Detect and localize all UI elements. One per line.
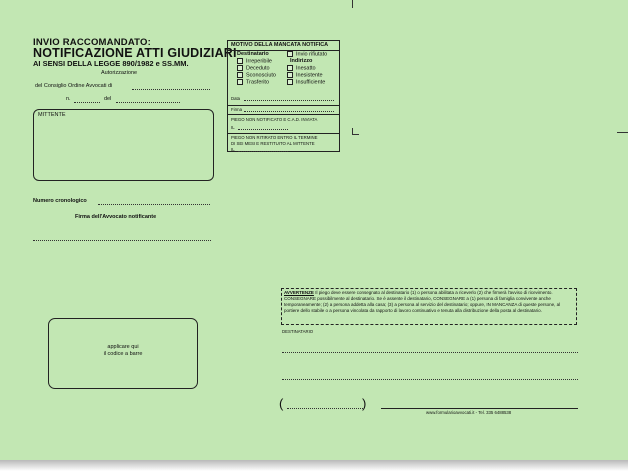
il-row-2	[228, 146, 339, 155]
barcode-text-2: il codice a barre	[103, 351, 143, 357]
il-field-2[interactable]	[238, 151, 288, 152]
header-line-3: AI SENSI DELLA LEGGE 890/1982 e SS.MM.	[33, 59, 189, 68]
checkbox-label: Sconosciuto	[246, 72, 276, 79]
firma-field[interactable]	[244, 111, 334, 112]
checkbox-icon	[287, 51, 293, 57]
data-row	[228, 95, 339, 105]
cap-open-paren: (	[279, 396, 284, 411]
checkbox-label: Trasferito	[246, 79, 270, 86]
consiglio-label: del Consiglio Ordine Avvocati di	[35, 83, 113, 89]
checkbox-insufficiente[interactable]	[287, 79, 325, 86]
del-label: del	[104, 96, 112, 102]
data-label: Data	[231, 96, 241, 101]
destinatario-col-label: Destinatario	[237, 51, 269, 57]
cut-mark	[352, 0, 353, 8]
numero-cronologico-label: Numero cronologico	[33, 198, 87, 204]
motivo-title: MOTIVO DELLA MANCATA NOTIFICA	[228, 41, 339, 51]
mittente-box[interactable]	[33, 109, 214, 181]
n-field[interactable]	[74, 102, 100, 103]
firma-avvocato-label: Firma dell'Avvocato notificante	[75, 214, 157, 220]
mittente-label: MITTENTE	[38, 112, 66, 118]
checkbox-icon	[237, 65, 243, 71]
motivo-box	[227, 40, 340, 152]
checkbox-label: Irreperibile	[246, 58, 272, 65]
header-line-1: INVIO RACCOMANDATO:	[33, 37, 151, 48]
page-shadow	[0, 460, 628, 471]
destinatario-line-1[interactable]	[282, 352, 578, 353]
checkbox-icon	[237, 58, 243, 64]
checkbox-label: Inesatto	[296, 65, 316, 72]
checkbox-label: Deceduto	[246, 65, 270, 72]
avvertenze-title: AVVERTENZE	[284, 290, 314, 295]
checkbox-icon	[287, 72, 293, 78]
il-label: IL	[231, 147, 235, 152]
n-label: n.	[66, 96, 71, 102]
avvertenze-box	[281, 288, 577, 325]
data-field[interactable]	[244, 100, 334, 101]
checkbox-label: Inesistente	[296, 72, 323, 79]
firma-row	[228, 106, 339, 114]
header-title: NOTIFICAZIONE ATTI GIUDIZIARI	[33, 46, 237, 60]
il-field-1[interactable]	[238, 129, 288, 130]
destinatario-line-2[interactable]	[282, 379, 578, 380]
checkbox-label: Invio rifiutato	[296, 51, 328, 58]
piego-non-ritirato-label-1: PIEGO NON RITIRATO ENTRO IL TERMINE	[231, 135, 318, 140]
cap-close-paren: )	[362, 396, 367, 411]
checkbox-trasferito[interactable]	[237, 79, 269, 86]
il-label: IL	[231, 125, 235, 130]
address-underline	[381, 408, 578, 409]
checkbox-icon	[237, 72, 243, 78]
destinatario-label: DESTINATARIO	[282, 329, 314, 334]
barcode-text-1: applicare qui	[107, 344, 139, 350]
firma-avvocato-field[interactable]	[33, 240, 211, 241]
piego-non-ritirato-label-2: DI SEI MESI E RESTITUITO AL MITTENTE	[231, 140, 315, 146]
autorizzazione-title: Autorizzazione	[101, 70, 138, 76]
il-row-1	[228, 124, 339, 133]
piego-non-notificato-label: PIEGO NON NOTIFICATO E C.A.D. INVIATA	[231, 117, 318, 122]
avvertenze-text: Il piego deve essere consegnato al destinatario (1) o persona abilitata a riceverlo (2) che firmerà l'avviso di ricevimento. CONSEGNARE possibilmente al destinatario. Se è assente il destinatario, CONSEGNARE a (1) persona di famiglia convivente anche temporaneamente; (2) a persona addetta alla casa; (3) a persona al servizio del destinatario; oppure, IN MANCANZA di queste persone, al portiere dello stabile o a persona vincolata da rapporto di lavoro continuativo e tenuta alla distribuzione della posta al destinatario.	[284, 290, 561, 313]
checkbox-label: Insufficiente	[296, 79, 326, 86]
consiglio-field[interactable]	[132, 89, 210, 90]
cut-mark	[617, 132, 628, 133]
provincia-field[interactable]	[287, 408, 363, 409]
indirizzo-col-label: Indirizzo	[290, 58, 313, 64]
numero-cronologico-field[interactable]	[98, 204, 210, 205]
checkbox-icon	[237, 79, 243, 85]
cut-mark	[352, 134, 359, 135]
del-field[interactable]	[116, 102, 180, 103]
footer-website: www.formularioavvocati.it - Tel. 335 6488538	[426, 410, 512, 415]
checkbox-icon	[287, 65, 293, 71]
checkbox-icon	[287, 79, 293, 85]
firma-label: Firma	[231, 107, 242, 112]
